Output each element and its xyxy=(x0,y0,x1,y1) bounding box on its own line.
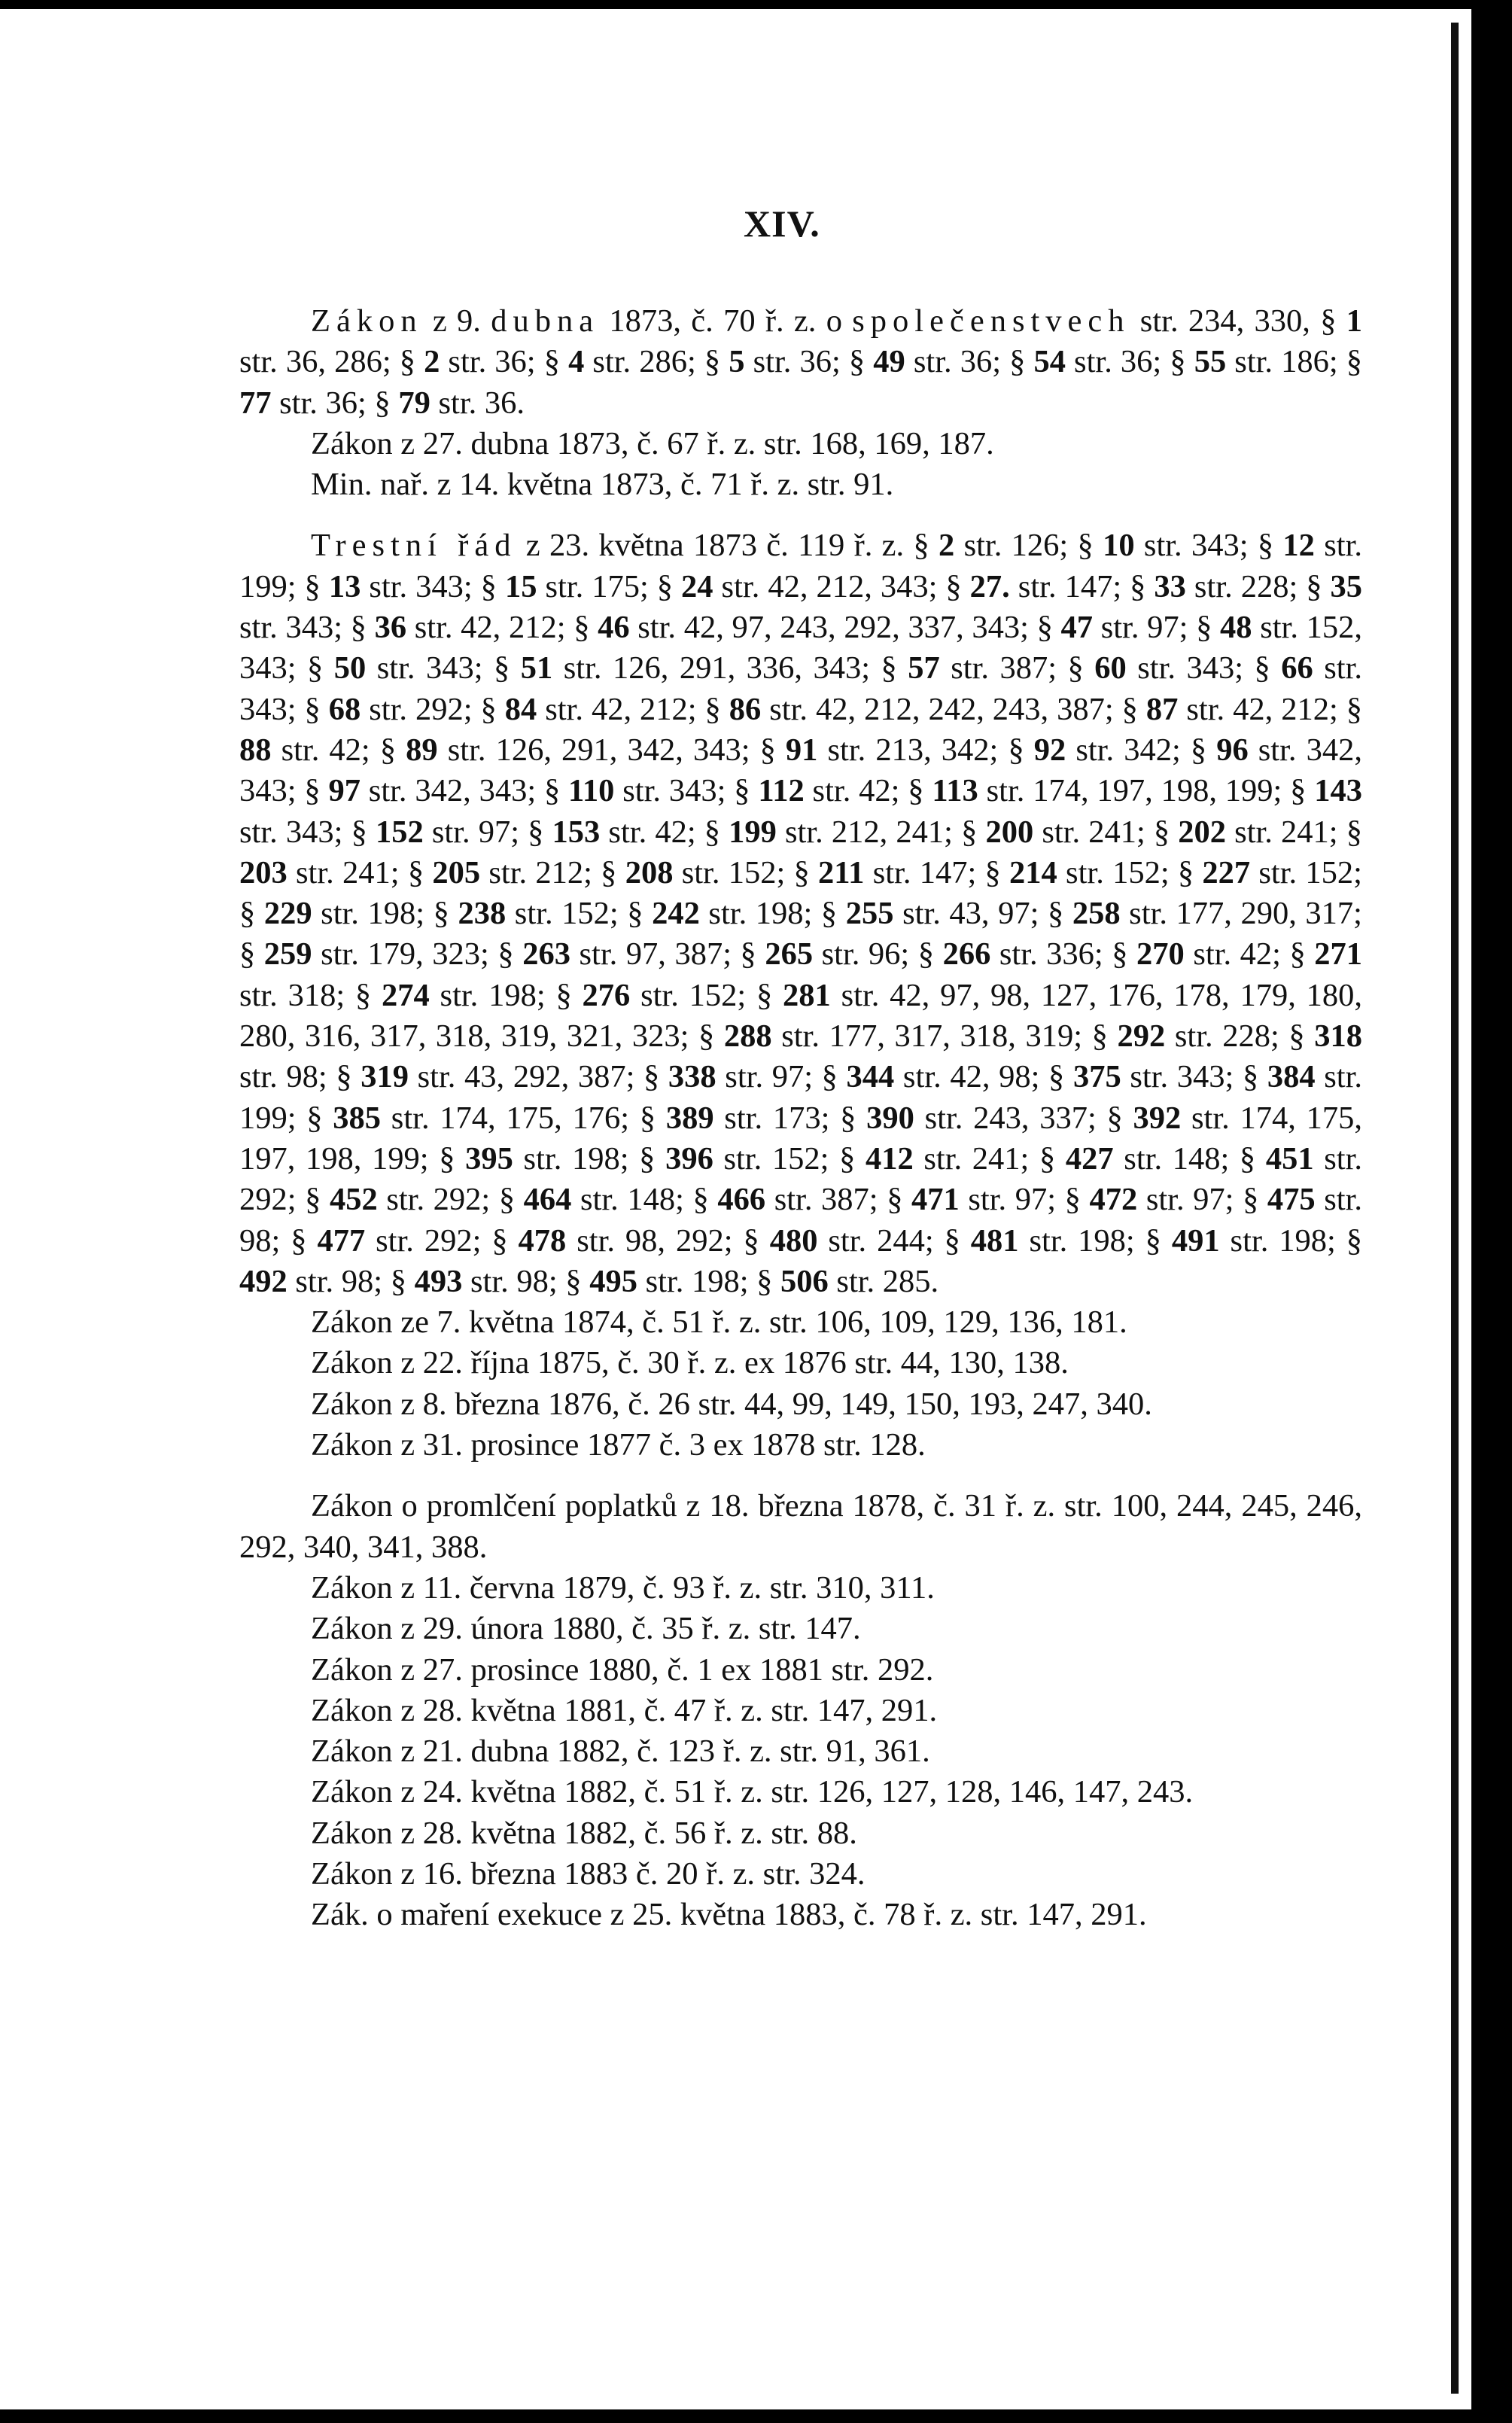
section-number: 15 xyxy=(504,568,537,604)
section-number: 54 xyxy=(1033,344,1066,380)
section-number: 91 xyxy=(785,732,818,768)
entry-text: str. 36. xyxy=(430,385,525,421)
section-number: 10 xyxy=(1103,528,1135,564)
entry-text: str. 42, 212; § xyxy=(1178,691,1362,727)
entry-text: str. 42, 212, 343; § xyxy=(713,568,970,604)
section-number: 477 xyxy=(317,1222,366,1259)
entry-text: str. 174, 197, 198, 199; § xyxy=(978,773,1315,809)
section-number: 35 xyxy=(1330,568,1363,604)
section-number: 427 xyxy=(1065,1140,1114,1176)
entry-text: str. 98; § xyxy=(287,1263,415,1299)
section-number: 205 xyxy=(432,854,481,890)
entry-text: str. 42; § xyxy=(600,814,729,850)
entry-text: str. 97; § xyxy=(716,1059,847,1095)
entry-text: str. 97; § xyxy=(423,814,552,850)
entry-text: str. 177, 317, 318, 319; § xyxy=(771,1018,1118,1055)
section-number: 112 xyxy=(758,773,805,809)
entry-text: str. 342; § xyxy=(1066,732,1217,768)
entry-text: str. 292; § xyxy=(239,1140,1363,1218)
section-number: 49 xyxy=(873,344,905,380)
section-number: 66 xyxy=(1281,650,1313,686)
section-number: 48 xyxy=(1220,610,1252,646)
entry-text: str. 97; § xyxy=(1093,610,1221,646)
entry-text: str. 213, 342; § xyxy=(817,732,1034,768)
section-number: 281 xyxy=(783,977,831,1013)
entry-text: str. 241; § xyxy=(1226,814,1362,850)
entry-text: str. 186; § xyxy=(1226,344,1363,380)
section-number: 266 xyxy=(942,936,991,973)
entry-text: str. 152; § xyxy=(630,977,783,1013)
entry-text: Min. nař. z 14. května 1873, č. 71 ř. z. str. 91. xyxy=(311,467,894,503)
index-entry xyxy=(239,1568,1362,1609)
section-number: 33 xyxy=(1154,568,1186,604)
index-entry xyxy=(239,1731,1362,1772)
entry-text: str. 42; § xyxy=(271,732,406,768)
entry-text: str. 292; § xyxy=(361,691,505,727)
section-number: 47 xyxy=(1060,610,1094,646)
entry-text: str. 42, 97, 98, 127, 176, 178, 179, 180, 280, 316, 317, 318, 319, 321, 323; § xyxy=(239,977,1362,1055)
entry-text: str. 97; § xyxy=(959,1182,1090,1218)
entry-text: str. 42; § xyxy=(804,773,932,809)
entry-text: Zákon z 28. května 1882, č. 56 ř. z. str. 88. xyxy=(311,1815,857,1851)
section-number: 319 xyxy=(361,1059,409,1095)
section-number: 491 xyxy=(1171,1222,1220,1259)
section-number: 50 xyxy=(333,650,367,686)
index-entry xyxy=(239,1486,1362,1568)
section-number: 88 xyxy=(239,732,272,768)
section-number: 480 xyxy=(769,1222,818,1259)
entry-text: str. 343; § xyxy=(239,650,1363,727)
entry-text: str. 152; § xyxy=(673,854,819,890)
section-number: 77 xyxy=(239,385,272,421)
index-entry xyxy=(239,1691,1362,1731)
section-number: 2 xyxy=(939,528,955,564)
section-number: 395 xyxy=(465,1140,513,1176)
entry-text: str. 43, 292, 387; § xyxy=(409,1059,668,1095)
entry-text: str. 343; § xyxy=(239,610,375,646)
section-number: 79 xyxy=(398,385,430,421)
section-number: 481 xyxy=(970,1222,1019,1259)
entry-text: str. 36; § xyxy=(1065,344,1194,380)
section-number: 60 xyxy=(1094,650,1127,686)
entry-text: str. 285. xyxy=(828,1263,939,1299)
entry-text: str. 174, 175, 197, 198, 199; § xyxy=(239,1100,1363,1176)
entry-text: str. 148; § xyxy=(1113,1140,1266,1176)
entry-text: str. 343; § xyxy=(614,773,759,809)
section-number: 492 xyxy=(239,1263,287,1299)
entry-text: str. 36; § xyxy=(440,344,569,380)
entry-text: str. 98; § xyxy=(462,1263,590,1299)
entry-text: str. 387; § xyxy=(939,650,1095,686)
entry-text: str. 342, 343; § xyxy=(239,732,1362,809)
section-number: 214 xyxy=(1009,854,1057,890)
entry-text: str. 343; § xyxy=(1121,1059,1267,1095)
section-number: 1 xyxy=(1346,303,1362,339)
section-number: 344 xyxy=(846,1059,895,1095)
entry-text: str. 98; § xyxy=(239,1182,1363,1259)
section-number: 396 xyxy=(665,1140,713,1176)
entry-text: Zákon z 31. prosince 1877 č. 3 ex 1878 str. 128. xyxy=(311,1427,926,1463)
section-number: 506 xyxy=(780,1263,829,1299)
section-number: 229 xyxy=(263,896,312,932)
index-entries xyxy=(239,301,1362,1936)
section-number: 57 xyxy=(908,650,940,686)
entry-text: str. 198; § xyxy=(513,1140,666,1176)
entry-text: str. 98; § xyxy=(239,1059,361,1095)
section-number: 292 xyxy=(1117,1018,1166,1055)
section-number: 238 xyxy=(458,896,507,932)
entry-text: str. 42, 212; § xyxy=(537,691,729,727)
entry-text: str. 177, 290, 317; § xyxy=(239,896,1362,973)
entry-text: str. 98, 292; § xyxy=(566,1222,770,1259)
entry-text: str. 212; § xyxy=(480,854,625,890)
section-number: 110 xyxy=(568,773,615,809)
section-number: 464 xyxy=(523,1182,572,1218)
entry-text: str. 126; § xyxy=(954,528,1103,564)
entry-text: str. 198; § xyxy=(429,977,583,1013)
entry-text: str. 97, 387; § xyxy=(570,936,765,973)
entry-text: str. 42; § xyxy=(1184,936,1315,973)
section-number: 36 xyxy=(374,610,407,646)
section-number: 113 xyxy=(932,773,978,809)
section-number: 493 xyxy=(414,1263,463,1299)
section-number: 68 xyxy=(328,691,361,727)
index-entry xyxy=(239,301,1362,424)
section-number: 152 xyxy=(375,814,424,850)
entry-text: Zák. o maření exekuce z 25. května 1883, č. 78 ř. z. str. 147, 291. xyxy=(311,1897,1147,1933)
index-entry xyxy=(239,1425,1362,1466)
section-number: 412 xyxy=(865,1140,914,1176)
section-number: 202 xyxy=(1178,814,1227,850)
entry-text: str. 292; § xyxy=(377,1182,524,1218)
entry-text: str. 198; § xyxy=(637,1263,781,1299)
entry-text: dubna xyxy=(491,303,600,339)
entry-text: str. 286; § xyxy=(584,344,729,380)
section-number: 255 xyxy=(845,896,894,932)
index-entry xyxy=(239,1650,1362,1691)
section-number: 46 xyxy=(598,610,630,646)
entry-text: str. 343; § xyxy=(1134,528,1283,564)
entry-text: Zákon z 27. dubna 1873, č. 67 ř. z. str. 168, 169, 187. xyxy=(311,425,994,461)
entry-text: str. 212, 241; § xyxy=(776,814,986,850)
entry-text: Zákon z 24. května 1882, č. 51 ř. z. str. 126, 127, 128, 146, 147, 243. xyxy=(311,1774,1194,1810)
entry-text: str. 147; § xyxy=(864,854,1010,890)
section-number: 466 xyxy=(717,1182,766,1218)
entry-text: str. 174, 175, 176; § xyxy=(381,1100,666,1136)
entry-text: str. 36, 286; § xyxy=(239,344,424,380)
entry-text: str. 198; § xyxy=(699,896,846,932)
entry-text: str. 292; § xyxy=(365,1222,519,1259)
entry-text: Zákon z 21. dubna 1882, č. 123 ř. z. str. 91, 361. xyxy=(311,1734,930,1770)
section-number: 153 xyxy=(552,814,601,850)
entry-text: str. 36; § xyxy=(744,344,874,380)
section-number: 89 xyxy=(406,732,438,768)
entry-text: Trestní řád xyxy=(311,528,517,564)
section-number: 263 xyxy=(522,936,570,973)
entry-text: str. 343; § xyxy=(1126,650,1282,686)
entry-text: str. 126, 291, 342, 343; § xyxy=(437,732,786,768)
section-number: 211 xyxy=(818,854,865,890)
entry-text: str. 126, 291, 336, 343; § xyxy=(552,650,908,686)
section-number: 242 xyxy=(652,896,700,932)
section-number: 97 xyxy=(328,773,361,809)
entry-text: str. 148; § xyxy=(571,1182,718,1218)
entry-text: str. 318; § xyxy=(239,977,382,1013)
entry-text: str. 199; § xyxy=(239,1059,1363,1136)
entry-text: str. 152; § xyxy=(1057,854,1203,890)
entry-text: Zákon z 8. března 1876, č. 26 str. 44, 99, 149, 150, 193, 247, 340. xyxy=(311,1386,1152,1422)
section-number: 495 xyxy=(589,1263,637,1299)
entry-text: str. 179, 323; § xyxy=(312,936,523,973)
entry-text: str. 241; § xyxy=(913,1140,1066,1176)
section-number: 92 xyxy=(1033,732,1066,768)
entry-text: Zákon z 27. prosince 1880, č. 1 ex 1881 str. 292. xyxy=(311,1651,934,1688)
entry-text: Zákon o promlčení poplatků z 18. března 1878, č. 31 ř. z. str. 100, 244, 245, 246, 292, 340, 341, 388. xyxy=(239,1488,1362,1565)
section-number: 270 xyxy=(1136,936,1185,973)
entry-text: str. 343; § xyxy=(239,814,376,850)
section-number: 86 xyxy=(729,691,762,727)
index-entry xyxy=(239,1813,1362,1854)
section-number: 259 xyxy=(263,936,312,973)
entry-text: Zákon xyxy=(311,303,423,339)
index-entry xyxy=(239,1384,1362,1425)
section-number: 203 xyxy=(239,854,287,890)
entry-text: str. 336; § xyxy=(990,936,1137,973)
entry-text: str. 198; § xyxy=(1219,1222,1363,1259)
section-number: 199 xyxy=(729,814,777,850)
entry-text: str. 152; § xyxy=(713,1140,866,1176)
section-number: 200 xyxy=(985,814,1034,850)
section-number: 96 xyxy=(1216,732,1249,768)
entry-text: str. 228; § xyxy=(1185,568,1331,604)
section-number: 258 xyxy=(1072,896,1121,932)
section-number: 265 xyxy=(765,936,814,973)
section-number: 84 xyxy=(504,691,537,727)
section-number: 288 xyxy=(723,1018,772,1055)
entry-text: str. 175; § xyxy=(537,568,682,604)
entry-text: str. 387; § xyxy=(765,1182,912,1218)
entry-text: Zákon z 28. května 1881, č. 47 ř. z. str. 147, 291. xyxy=(311,1692,938,1728)
entry-text: str. 43, 97; § xyxy=(893,896,1072,932)
section-number: 276 xyxy=(582,977,631,1013)
section-number: 338 xyxy=(668,1059,716,1095)
entry-text: str. 97; § xyxy=(1137,1182,1267,1218)
section-number: 478 xyxy=(518,1222,567,1259)
entry-text: Zákon z 29. února 1880, č. 35 ř. z. str. 147. xyxy=(311,1611,861,1647)
entry-text: Zákon ze 7. května 1874, č. 51 ř. z. str. 106, 109, 129, 136, 181. xyxy=(311,1304,1127,1341)
entry-text: str. 152; § xyxy=(239,854,1362,932)
entry-text: str. 343; § xyxy=(366,650,521,686)
entry-text: Zákon z 11. června 1879, č. 93 ř. z. str. 310, 311. xyxy=(311,1569,935,1606)
section-number: 471 xyxy=(911,1182,960,1218)
section-number: 13 xyxy=(328,568,361,604)
entry-text: str. 96; § xyxy=(813,936,943,973)
index-entry xyxy=(239,1609,1362,1649)
index-entry xyxy=(239,1302,1362,1343)
entry-text: str. 198; § xyxy=(312,896,458,932)
entry-text: str. 244; § xyxy=(817,1222,971,1259)
entry-text: str. 36; § xyxy=(905,344,1034,380)
entry-text: str. 199; § xyxy=(239,528,1363,604)
section-number: 2 xyxy=(424,344,440,380)
entry-text: str. 241; § xyxy=(287,854,433,890)
section-number: 4 xyxy=(568,344,585,380)
section-number: 51 xyxy=(520,650,553,686)
entry-text: Zákon z 16. března 1883 č. 20 ř. z. str. 324. xyxy=(311,1855,866,1892)
entry-text: z 9. xyxy=(422,303,491,339)
entry-text: z 23. května 1873 č. 119 ř. z. § xyxy=(516,528,939,564)
section-number: 375 xyxy=(1072,1059,1121,1095)
index-entry xyxy=(239,1854,1362,1895)
entry-text: str. 42, 97, 243, 292, 337, 343; § xyxy=(629,610,1061,646)
section-number: 274 xyxy=(381,977,430,1013)
entry-text: str. 152; § xyxy=(506,896,653,932)
index-entry xyxy=(239,1343,1362,1383)
entry-text: společenstvech xyxy=(852,303,1130,339)
section-number: 384 xyxy=(1267,1059,1316,1095)
section-number: 452 xyxy=(329,1182,378,1218)
section-number: 208 xyxy=(625,854,674,890)
section-number: 475 xyxy=(1267,1182,1316,1218)
index-entry xyxy=(239,424,1362,464)
section-number: 472 xyxy=(1089,1182,1138,1218)
index-entry xyxy=(239,525,1362,1302)
entry-text: str. 343; § xyxy=(361,568,505,604)
index-entry xyxy=(239,464,1362,505)
entry-text: str. 42, 212, 242, 243, 387; § xyxy=(761,691,1146,727)
entry-text: str. 42, 212; § xyxy=(406,610,598,646)
entry-text: str. 42, 98; § xyxy=(894,1059,1073,1095)
section-number: 451 xyxy=(1265,1140,1314,1176)
section-number: 389 xyxy=(665,1100,714,1136)
entry-text: str. 152, 343; § xyxy=(239,610,1363,686)
entry-text: str. 243, 337; § xyxy=(914,1100,1133,1136)
entry-text: 1873, č. 70 ř. z. o xyxy=(599,303,853,339)
page-number: XIV. xyxy=(744,202,820,245)
entry-text: str. 234, 330, § xyxy=(1130,303,1346,339)
section-number: 87 xyxy=(1145,691,1179,727)
section-number: 27. xyxy=(969,568,1010,604)
section-number: 143 xyxy=(1314,773,1363,809)
section-number: 55 xyxy=(1194,344,1227,380)
entry-text: str. 173; § xyxy=(713,1100,867,1136)
entry-text: str. 241; § xyxy=(1033,814,1179,850)
entry-text: str. 228; § xyxy=(1165,1018,1315,1055)
entry-text: str. 36; § xyxy=(271,385,399,421)
section-number: 227 xyxy=(1202,854,1251,890)
entry-text: str. 198; § xyxy=(1018,1222,1172,1259)
entry-text: Zákon z 22. října 1875, č. 30 ř. z. ex 1876 str. 44, 130, 138. xyxy=(311,1345,1069,1381)
scan-border-right xyxy=(1471,0,1512,2423)
index-entry xyxy=(239,1772,1362,1813)
section-number: 385 xyxy=(333,1100,382,1136)
section-number: 5 xyxy=(729,344,745,380)
scan-border-bottom xyxy=(0,2409,1512,2423)
section-number: 271 xyxy=(1314,936,1363,973)
scan-edge-line xyxy=(1451,23,1459,2394)
section-number: 392 xyxy=(1133,1100,1182,1136)
section-number: 24 xyxy=(681,568,713,604)
index-entry xyxy=(239,1895,1362,1935)
scan-border-top xyxy=(0,0,1512,9)
entry-text: str. 147; § xyxy=(1009,568,1155,604)
section-number: 390 xyxy=(866,1100,914,1136)
entry-text: str. 342, 343; § xyxy=(360,773,569,809)
section-number: 318 xyxy=(1314,1018,1362,1055)
section-number: 12 xyxy=(1282,528,1315,564)
